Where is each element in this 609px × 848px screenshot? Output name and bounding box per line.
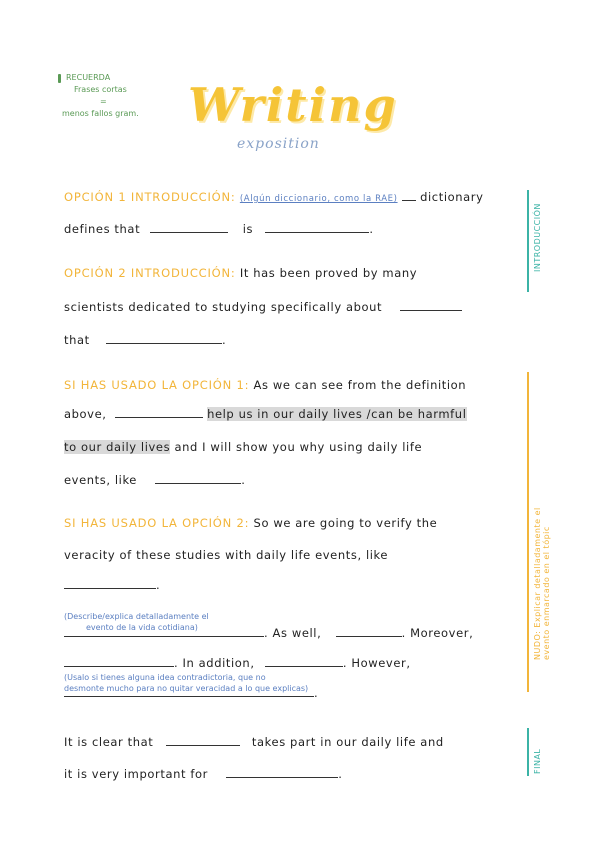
hint-line: desmonte mucho para no quitar veracidad a lo que explicas) [64,684,309,693]
blank-line [150,231,228,233]
text-fragment: scientists dedicated to studying specifically about [64,300,383,314]
text-fragment: . As well, [264,626,322,640]
text-fragment: . [241,473,246,487]
text-fragment: events, like [64,473,137,487]
text-fragment: is [242,222,254,236]
blank-line [265,231,369,233]
intro-section-label: INTRODUCCIÓN [533,203,542,272]
option2-label: OPCIÓN 2 INTRODUCCIÓN: [64,266,236,280]
text-fragment: defines that [64,222,141,236]
if-option2-row2 [64,548,388,562]
text-fragment: It has been proved by many [239,266,418,280]
note-line: RECUERDA [66,73,111,82]
if-option2-label: SI HAS USADO LA OPCIÓN 2: [64,516,250,530]
blank-line [402,199,416,201]
nudo-label-line: evento enmarcado en el tópic [542,526,551,660]
text-fragment: . [369,222,374,236]
text-fragment: . However, [342,656,411,670]
body-row3 [64,686,318,700]
body-row1 [64,626,473,640]
text-fragment: veracity of these studies with daily life events, like [64,548,389,562]
hint-line: evento de la vida cotidiana) [86,623,198,632]
text-fragment: dictionary [420,190,484,204]
body-row2 [64,656,411,670]
nudo-section-bar [527,372,529,692]
option1-row1 [64,190,484,205]
note-line: Frases cortas [74,85,127,94]
text-fragment: . [314,686,319,700]
nudo-label-line: NUDO: Explicar detalladamente el [533,507,542,660]
text-fragment: . [222,333,227,347]
if-option1-row2 [64,407,467,421]
blank-line [115,416,203,418]
blank-line [226,776,338,778]
note-line: = [100,97,107,106]
text-fragment: it is very important for [64,767,208,781]
text-fragment: . In addition, [174,656,255,670]
text-fragment: . [338,767,343,781]
final-row2 [64,767,343,781]
final-section-label: FINAL [533,748,542,774]
text-fragment: . [156,578,161,592]
option2-row1 [64,266,417,280]
text-fragment: As we can see from the definition [253,378,467,392]
intro-section-bar [527,190,529,292]
blank-line [106,342,222,344]
text-fragment: that [64,333,90,347]
blank-line [265,665,343,667]
blank-line [166,744,240,746]
highlighted-text: to our daily lives [64,440,171,454]
if-option1-label: SI HAS USADO LA OPCIÓN 1: [64,378,250,392]
final-row1 [64,735,444,749]
text-fragment: above, [64,407,107,421]
nudo-section-label [533,507,551,660]
blank-line [336,635,402,637]
exclamation-icon [58,74,61,83]
hint-line: (Describe/explica detalladamente el [64,612,209,621]
blank-line [64,695,314,697]
option2-row2 [64,300,462,314]
blank-line [64,665,174,667]
text-fragment: So we are going to verify the [253,516,438,530]
hint-line: (Usalo si tienes alguna idea contradictoria, que no [64,673,266,682]
blank-line [64,587,156,589]
option1-hint: (Algún diccionario, como la RAE) [239,194,398,204]
option2-row3 [64,333,226,347]
blank-line [400,309,462,311]
reminder-note [60,72,139,120]
text-fragment: takes part in our daily life and [251,735,444,749]
if-option1-row1 [64,378,466,392]
blank-line [155,482,241,484]
option1-row2 [64,222,374,236]
page-title: Writing [188,78,398,132]
highlighted-text: help us in our daily lives /can be harmful [207,407,467,421]
if-option1-row4 [64,473,246,487]
blank-line [64,635,264,637]
if-option2-row3 [64,578,160,592]
text-fragment: It is clear that [64,735,154,749]
option1-label: OPCIÓN 1 INTRODUCCIÓN: [64,190,236,204]
note-line: menos fallos gram. [62,109,139,118]
text-fragment: and I will show you why using daily life [174,440,423,454]
if-option1-row3 [64,440,422,454]
text-fragment: . Moreover, [401,626,474,640]
if-option2-row1 [64,516,437,530]
page-subtitle: exposition [237,136,320,152]
final-section-bar [527,728,529,776]
